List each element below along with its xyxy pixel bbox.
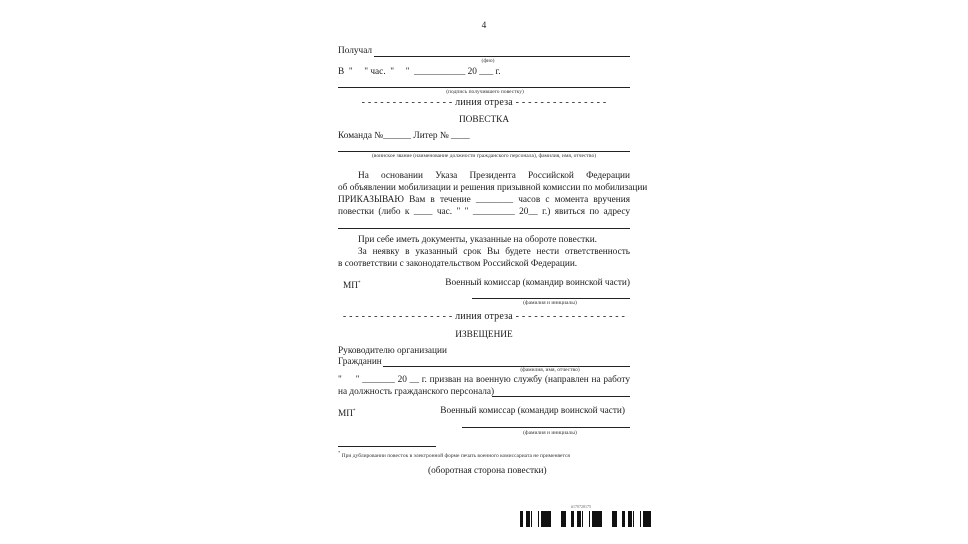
to-head-label: Руководителю организации bbox=[338, 346, 447, 356]
liability-line: в соответствии с законодательством Российской Федерации. bbox=[338, 259, 578, 269]
commissar-name-line bbox=[462, 427, 630, 428]
barcode-bar bbox=[543, 511, 544, 527]
summons-title: ПОВЕСТКА bbox=[458, 115, 510, 125]
barcode-bar bbox=[531, 511, 532, 527]
footnote-text: При дублировании повесток в электронной форме печать военного комиссариата не применяется bbox=[341, 452, 570, 459]
barcode-bar bbox=[643, 511, 644, 527]
order-paragraph-line: об объявлении мобилизации и решения призывной комиссии по мобилизации bbox=[338, 183, 648, 193]
received-label: Получал bbox=[338, 46, 373, 56]
documents-note: При себе иметь документы, указанные на обороте повестки. bbox=[358, 235, 597, 245]
citizen-line bbox=[383, 366, 630, 367]
barcode-bar bbox=[622, 511, 625, 527]
commissar-name-caption: (фамилия и инициалы) bbox=[523, 300, 577, 306]
barcode-bar bbox=[645, 511, 646, 527]
notice-title: ИЗВЕЩЕНИЕ bbox=[455, 330, 513, 340]
commissar-label: Военный комиссар (командир воинской части) bbox=[445, 278, 630, 288]
order-paragraph-line: повестки (либо к ____ час. " " _________ 20__ г.) явиться по адресу bbox=[338, 207, 630, 217]
cut-line: - - - - - - - - - - - - - - - - - - линия отреза - - - - - - - - - - - - - - - - - - bbox=[342, 311, 626, 322]
barcode-number: #170728175 bbox=[571, 504, 591, 509]
barcode-bar bbox=[526, 511, 528, 527]
barcode-bar bbox=[646, 511, 649, 527]
barcode-bar bbox=[594, 511, 595, 527]
rank-caption: (воинское звание (наименование должности гражданского персонала), фамилия, имя, отчество) bbox=[371, 153, 597, 159]
signature-caption: (подпись получившего повестку) bbox=[446, 89, 524, 95]
stamp-label bbox=[338, 406, 355, 420]
barcode-bar bbox=[600, 511, 602, 527]
barcode-bar bbox=[593, 511, 594, 527]
barcode-bar bbox=[614, 511, 617, 527]
footnote-separator bbox=[338, 446, 436, 447]
barcode-image bbox=[520, 511, 652, 527]
received-line bbox=[374, 56, 630, 57]
barcode-bar bbox=[640, 511, 641, 527]
barcode-bar bbox=[579, 511, 581, 527]
barcode-bar bbox=[598, 511, 600, 527]
team-line: Команда №______ Литер № ____ bbox=[338, 131, 470, 141]
citizen-label: Гражданин bbox=[338, 357, 382, 367]
order-paragraph-line: На основании Указа Президента Российской Федерации bbox=[358, 171, 630, 181]
barcode-bar bbox=[649, 511, 651, 527]
barcode-bar bbox=[630, 511, 632, 527]
footnote bbox=[338, 449, 570, 460]
signature-line bbox=[338, 87, 630, 88]
barcode-bar bbox=[549, 511, 551, 527]
barcode-bar bbox=[612, 511, 614, 527]
page-number: 4 bbox=[481, 21, 487, 31]
stamp-text: МП bbox=[338, 409, 353, 420]
barcode-bar bbox=[595, 511, 598, 527]
position-line bbox=[492, 396, 630, 397]
notice-body-line: " " _______ 20 __ г. призван на военную службу (направлен на работу bbox=[338, 375, 630, 385]
commissar-name-caption: (фамилия и инициалы) bbox=[523, 430, 577, 436]
footnote-mark: * bbox=[338, 450, 341, 455]
footnote-mark: * bbox=[352, 409, 356, 414]
citizen-caption: (фамилия, имя, отчество) bbox=[520, 367, 580, 373]
rank-line bbox=[338, 151, 630, 152]
barcode-bar bbox=[571, 511, 574, 527]
stamp-text: МП bbox=[343, 281, 358, 292]
barcode-bar bbox=[528, 511, 530, 527]
stamp-label bbox=[343, 278, 360, 292]
barcode-bar bbox=[628, 511, 630, 527]
barcode-bar bbox=[577, 511, 579, 527]
reverse-side-label: (оборотная сторона повестки) bbox=[428, 466, 547, 476]
barcode-bar bbox=[592, 511, 593, 527]
order-paragraph-line: ПРИКАЗЫВАЮ Вам в течение ________ часов с момента вручения bbox=[338, 195, 630, 205]
footnote-mark: * bbox=[357, 281, 361, 286]
barcode-bar bbox=[542, 511, 543, 527]
commissar-name-line bbox=[472, 298, 630, 299]
fio-caption: (фио) bbox=[481, 58, 495, 64]
barcode-bar bbox=[547, 511, 549, 527]
barcode-bar bbox=[582, 511, 583, 527]
liability-line: За неявку в указанный срок Вы будете нести ответственность bbox=[358, 247, 630, 257]
barcode-bar bbox=[544, 511, 547, 527]
barcode-bar bbox=[541, 511, 542, 527]
barcode-bar bbox=[538, 511, 539, 527]
barcode-bar bbox=[561, 511, 563, 527]
address-line bbox=[338, 228, 630, 229]
barcode-bar bbox=[563, 511, 566, 527]
barcode-bar bbox=[589, 511, 590, 527]
commissar-label: Военный комиссар (командир воинской части) bbox=[440, 406, 625, 416]
cut-line: - - - - - - - - - - - - - - - линия отреза - - - - - - - - - - - - - - - bbox=[361, 97, 607, 108]
barcode-bar bbox=[633, 511, 634, 527]
barcode-bar bbox=[644, 511, 645, 527]
barcode-bar bbox=[520, 511, 523, 527]
datetime-line: В " " час. " " ___________ 20 ___ г. bbox=[338, 67, 501, 77]
notice-body-line: на должность гражданского персонала) bbox=[338, 387, 495, 397]
